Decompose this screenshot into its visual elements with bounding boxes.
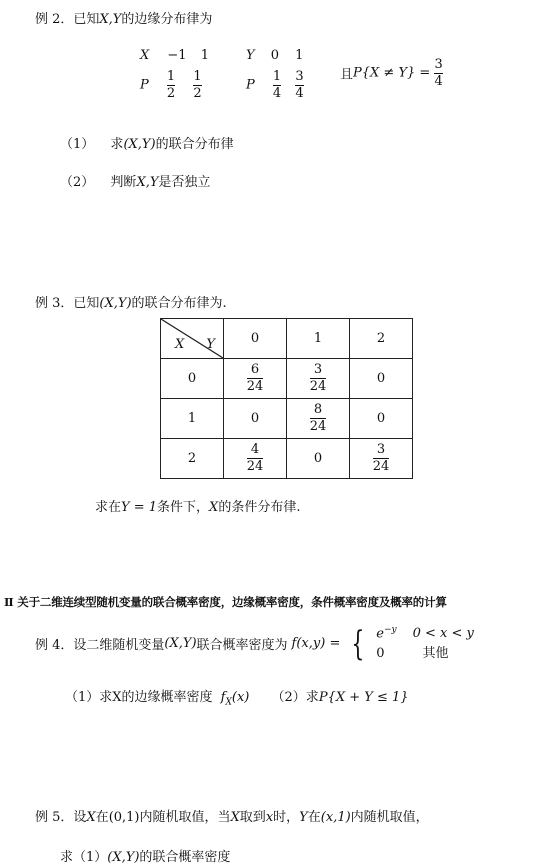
- px-0: $\frac{1}{2}$: [166, 69, 176, 101]
- ex4-questions: （1）求X的边缘概率密度 $f_X(x)$ （2）求P{X + Y ≤ 1}: [65, 690, 409, 708]
- table-cell: $\frac{6}{24}$: [224, 359, 287, 399]
- ex2-condition: 且P{X ≠ Y} = $\frac{3}{4}$: [340, 57, 443, 89]
- px-1: $\frac{1}{2}$: [193, 69, 202, 101]
- ex5-line-1: 例 5．设X在(0,1)内随机取值，当X取到x时，Y在(x,1)内随机取值，: [35, 810, 429, 825]
- marginal-x-values: X −1 1: [140, 48, 209, 63]
- piecewise-cases: [376, 624, 474, 663]
- ex2-question-2: （2） 判断X,Y是否独立: [60, 175, 211, 190]
- case-2: 0 其他: [376, 645, 449, 661]
- ex3-question: 求在Y = 1条件下，X的条件分布律.: [95, 500, 301, 515]
- ex2-heading: 例 2．已知X,Y的边缘分布律为: [35, 12, 213, 27]
- col-header: 0: [224, 319, 287, 359]
- joint-distribution-table: [160, 318, 413, 479]
- py-1: $\frac{3}{4}$: [295, 69, 304, 101]
- table-row: [161, 399, 413, 439]
- table-cell: 0: [350, 399, 413, 439]
- col-header: 2: [350, 319, 413, 359]
- corner-y-label: Y: [206, 337, 215, 352]
- row-header: 2: [161, 439, 224, 479]
- table-cell: $\frac{3}{24}$: [350, 439, 413, 479]
- marginal-x-probs: P $\frac{1}{2}$ $\frac{1}{2}$: [140, 69, 202, 101]
- table-row: [161, 359, 413, 399]
- marginal-y-values: Y 0 1: [246, 48, 304, 63]
- table-cell: $\frac{3}{24}$: [287, 359, 350, 399]
- cond-frac: $\frac{3}{4}$: [434, 57, 443, 89]
- ex4-heading: 例 4．设二维随机变量 (X,Y) 联合概率密度为 f(x,y) = { $e^{-y}$ 0 < x < y 0 其他: [35, 623, 474, 664]
- table-cell: 0: [350, 359, 413, 399]
- left-brace: {: [351, 623, 365, 664]
- ex2-question-1: （1） 求(X,Y)的联合分布律: [60, 137, 234, 152]
- py-0: $\frac{1}{4}$: [272, 69, 282, 101]
- table-row: [161, 439, 413, 479]
- ex3-heading: 例 3．已知(X,Y)的联合分布律为.: [35, 296, 227, 311]
- table-cell: $\frac{4}{24}$: [224, 439, 287, 479]
- ex5-line-2: 求（1）(X,Y)的联合概率密度: [60, 850, 231, 865]
- case-1: $e^{-y}$ 0 < x < y: [376, 625, 474, 642]
- table-cell: 0: [287, 439, 350, 479]
- table-header-row: [161, 319, 413, 359]
- row-header: 1: [161, 399, 224, 439]
- table-cell: $\frac{8}{24}$: [287, 399, 350, 439]
- marginal-y-probs: P $\frac{1}{4}$ $\frac{3}{4}$: [246, 69, 304, 101]
- table-cell: 0: [224, 399, 287, 439]
- section-title: Ⅱ 关于二维连续型随机变量的联合概率密度，边缘概率密度，条件概率密度及概率的计算: [4, 595, 447, 609]
- row-header: 0: [161, 359, 224, 399]
- table-corner-cell: [161, 319, 224, 359]
- col-header: 1: [287, 319, 350, 359]
- corner-x-label: X: [175, 337, 185, 352]
